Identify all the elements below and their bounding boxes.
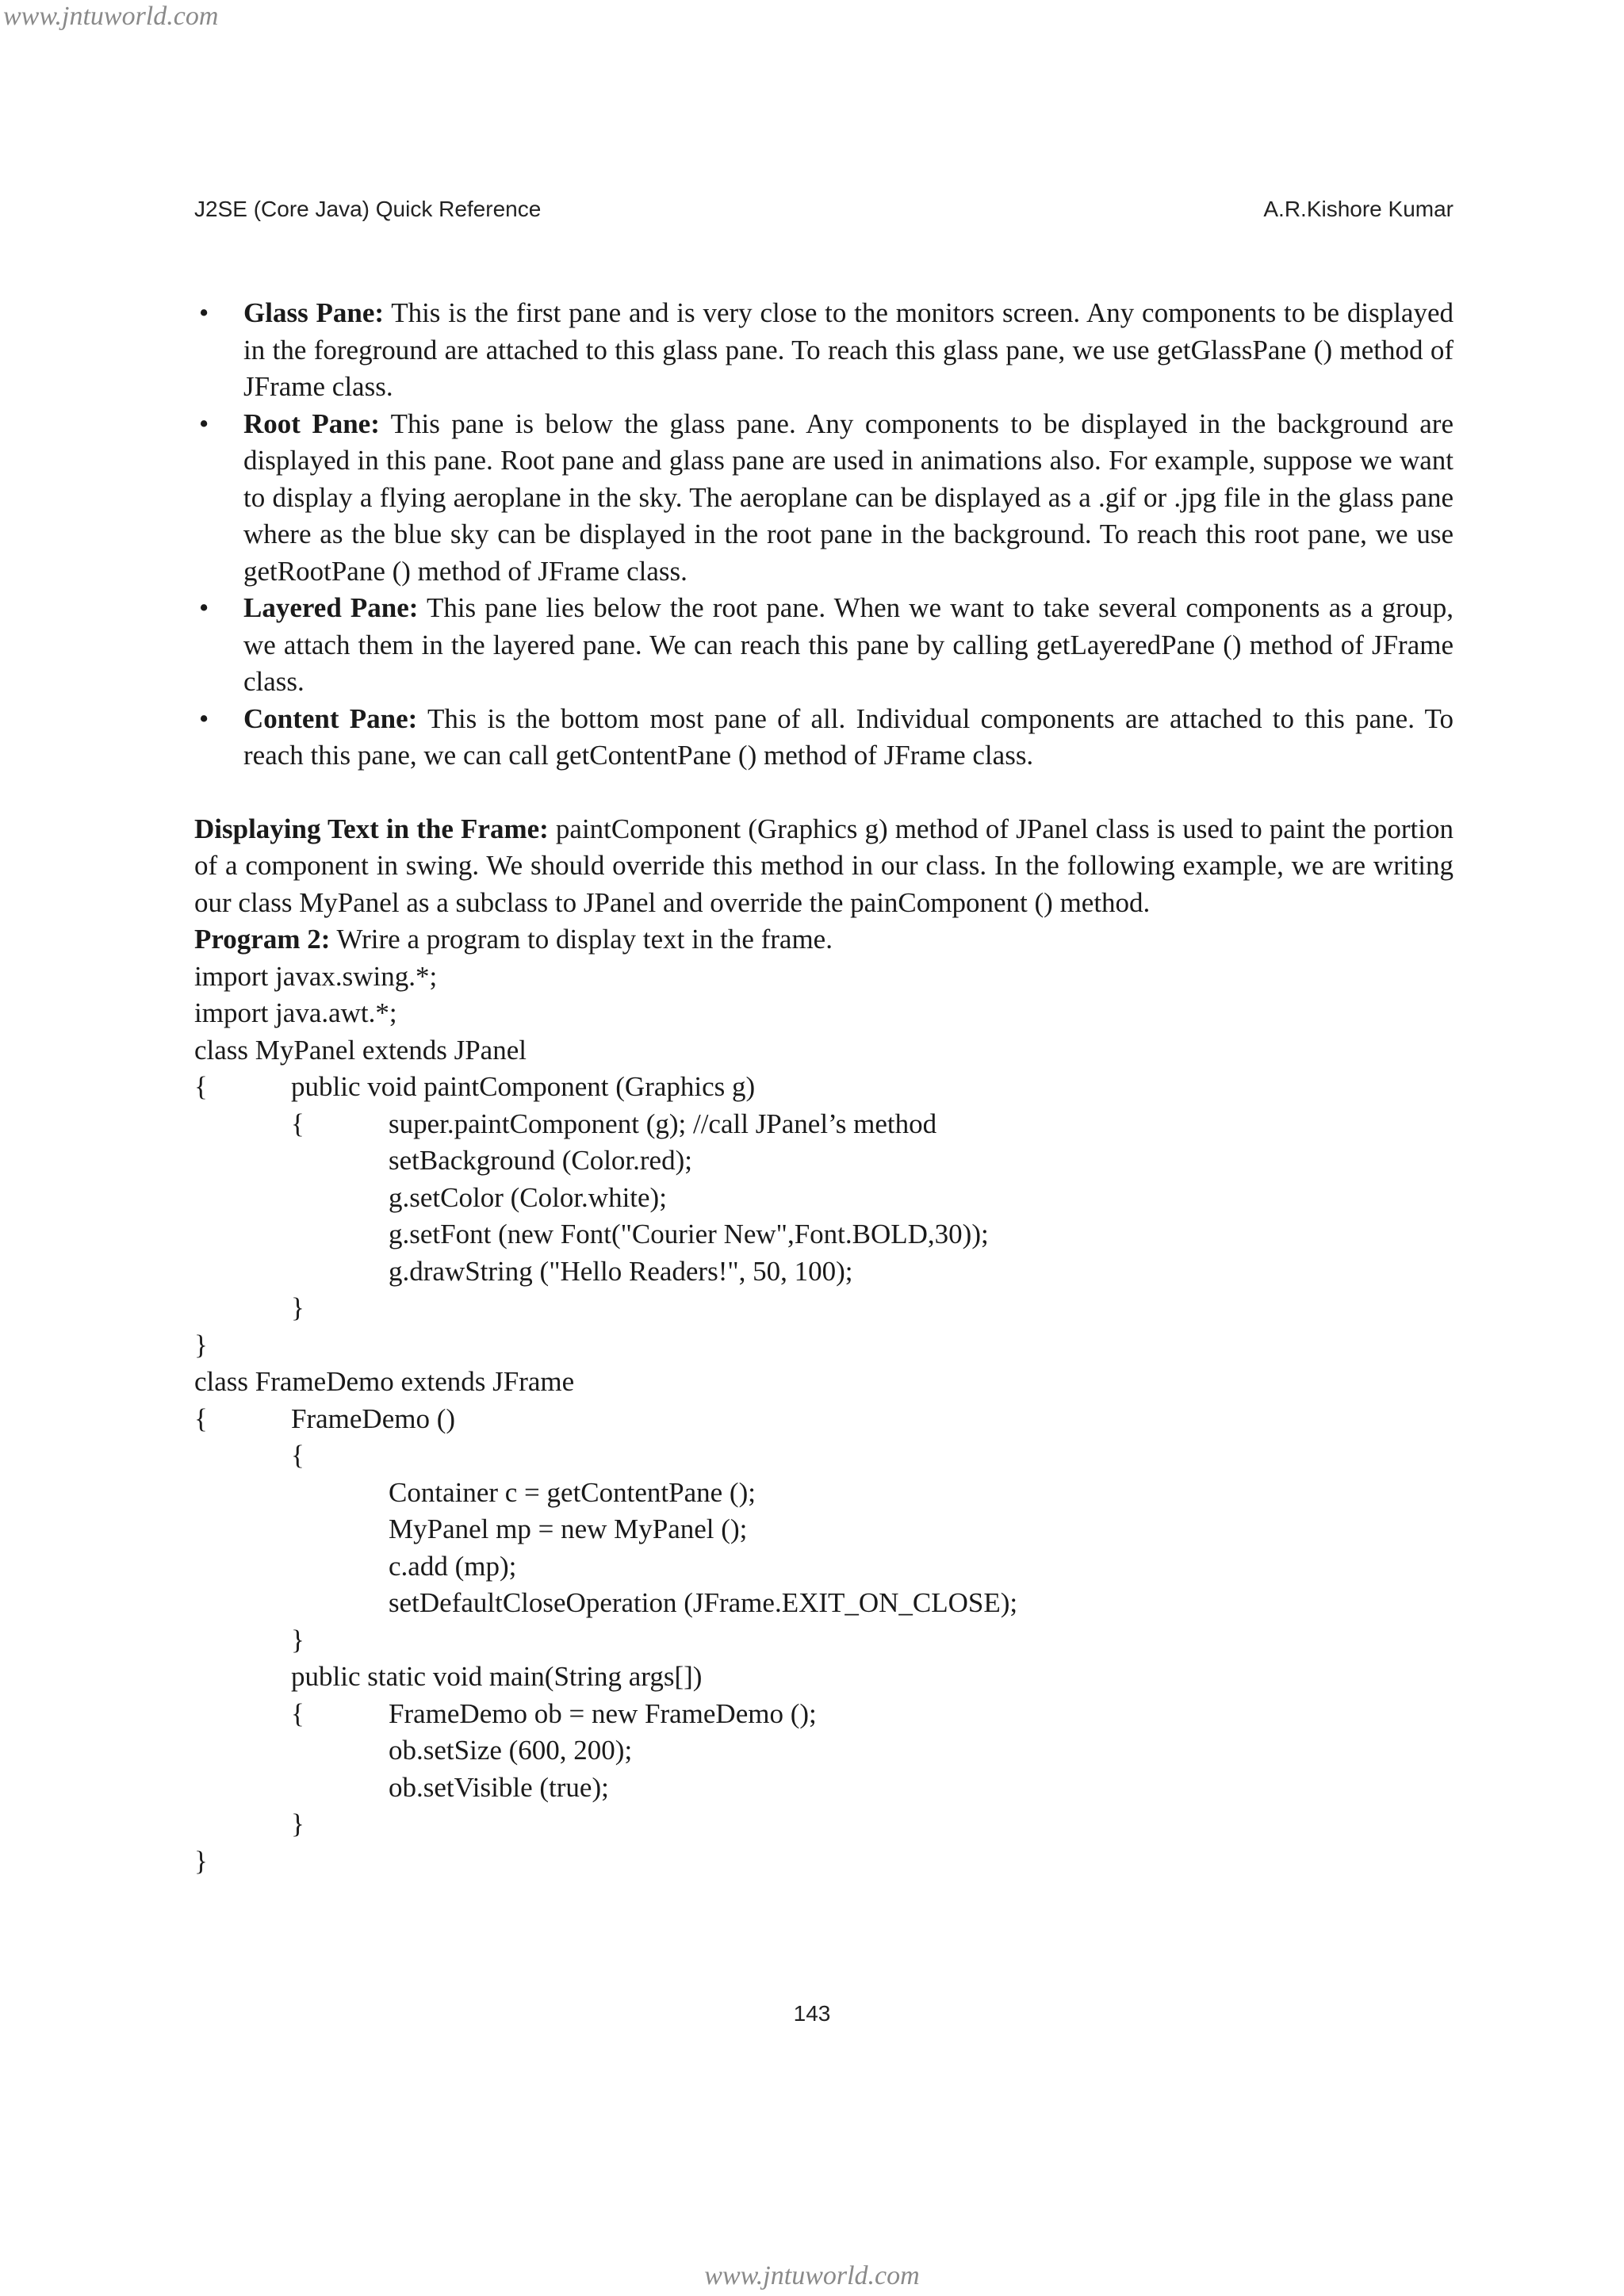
program-description: Wrire a program to display text in the frame. — [330, 924, 833, 955]
code-line — [194, 1622, 1454, 1659]
bullet-icon: • — [199, 408, 209, 439]
code-line — [194, 1511, 1454, 1548]
code-text: g.setFont (new Font("Courier New",Font.BOLD,30)); — [389, 1219, 989, 1249]
code-line — [194, 1401, 1454, 1438]
code-brace: } — [194, 1845, 208, 1877]
code-text: setBackground (Color.red); — [389, 1145, 692, 1176]
bullet-item-layered-pane — [194, 590, 1454, 701]
code-line — [194, 1585, 1454, 1622]
code-line — [194, 1106, 1454, 1143]
code-text: public void paintComponent (Graphics g) — [291, 1071, 756, 1102]
bullet-text: This is the first pane and is very close to the monitors screen. Any components to be displayed in the foreground are attached to this glass pane. To reach this glass pane, we use getGlassPane () method of JFrame class. — [243, 297, 1454, 402]
program-label: Program 2: — [194, 924, 331, 955]
bullet-icon: • — [199, 592, 209, 623]
code-line — [194, 959, 1454, 996]
code-text: g.setColor (Color.white); — [389, 1181, 667, 1213]
code-brace: } — [291, 1624, 304, 1655]
code-line — [194, 1327, 1454, 1364]
code-line — [194, 1659, 1454, 1696]
watermark-bottom: www.jntuworld.com — [704, 2261, 920, 2290]
code-line — [194, 1069, 1454, 1106]
code-brace: { — [291, 1697, 304, 1729]
code-brace: } — [194, 1329, 208, 1360]
code-line — [194, 1180, 1454, 1217]
code-line — [194, 1290, 1454, 1327]
code-line — [194, 1770, 1454, 1807]
program-heading — [194, 921, 1454, 959]
bullet-term: Root Pane: — [243, 408, 380, 439]
bullet-item-glass-pane — [194, 295, 1454, 406]
code-line — [194, 1253, 1454, 1291]
code-brace: { — [194, 1071, 208, 1102]
code-text: ob.setSize (600, 200); — [389, 1735, 633, 1766]
code-text: setDefaultCloseOperation (JFrame.EXIT_ON_CLOSE); — [389, 1587, 1018, 1618]
code-brace: { — [291, 1440, 304, 1471]
bullet-term: Glass Pane: — [243, 297, 385, 328]
code-line — [194, 1437, 1454, 1475]
code-text: import javax.swing.*; — [194, 960, 438, 992]
bullet-text: This is the bottom most pane of all. Individual components are attached to this pane. To reach this pane, we can call getContentPane () method of JFrame class. — [243, 702, 1454, 771]
bullet-text: This pane lies below the root pane. When we want to take several components as a group, we attach them in the layered pane. We can reach this pane by calling getLayeredPane () method of JFrame class. — [243, 592, 1454, 697]
bullet-icon: • — [199, 702, 209, 734]
code-text: class MyPanel extends JPanel — [194, 1034, 527, 1066]
code-line — [194, 1216, 1454, 1253]
code-line — [194, 1142, 1454, 1180]
code-brace: { — [194, 1402, 208, 1434]
header-author: A.R.Kishore Kumar — [1263, 197, 1454, 221]
code-text: Container c = getContentPane (); — [389, 1476, 756, 1508]
code-line — [194, 1732, 1454, 1770]
code-text: FrameDemo ob = new FrameDemo (); — [389, 1697, 817, 1729]
page-header — [194, 197, 1454, 222]
code-brace: } — [291, 1292, 304, 1323]
code-text: ob.setVisible (true); — [389, 1771, 609, 1803]
page-number: 143 — [793, 2001, 831, 2026]
pane-list — [194, 295, 1454, 775]
header-title: J2SE (Core Java) Quick Reference — [194, 197, 542, 221]
code-line — [194, 1548, 1454, 1586]
code-line — [194, 1696, 1454, 1733]
code-text: FrameDemo () — [291, 1402, 456, 1434]
code-text: c.add (mp); — [389, 1550, 517, 1582]
bullet-text: This pane is below the glass pane. Any components to be displayed in the background are displayed in this pane. Root pane and glass pane are used in animations also. For example, suppose we want to display a flying aeroplane in the sky. The aeroplane can be displayed as a .gif or .jpg file in the glass pane where as the blue sky can be displayed in the root pane in the background. To reach this root pane, we use getRootPane () method of JFrame class. — [243, 408, 1454, 587]
code-brace: { — [291, 1108, 304, 1139]
code-text: class FrameDemo extends JFrame — [194, 1366, 575, 1397]
code-line — [194, 1475, 1454, 1512]
page-content — [194, 295, 1454, 1880]
bullet-term: Content Pane: — [243, 702, 418, 734]
bullet-icon: • — [199, 297, 209, 328]
code-text: public static void main(String args[]) — [291, 1661, 703, 1692]
section-paragraph — [194, 811, 1454, 922]
bullet-item-root-pane — [194, 406, 1454, 591]
section-text: paintComponent (Graphics g) method of JPanel class is used to paint the portion of a component in swing. We should override this method in our class. In the following example, we are writing our class MyPanel as a subclass to JPanel and override the painComponent () method. — [194, 813, 1454, 918]
bullet-item-content-pane — [194, 701, 1454, 775]
bullet-term: Layered Pane: — [243, 592, 419, 623]
watermark-top: www.jntuworld.com — [3, 2, 219, 31]
code-line — [194, 1843, 1454, 1881]
code-line — [194, 1364, 1454, 1401]
section-heading: Displaying Text in the Frame: — [194, 813, 549, 844]
code-listing — [194, 959, 1454, 1881]
code-line — [194, 1806, 1454, 1843]
code-brace: } — [291, 1808, 304, 1839]
code-line — [194, 995, 1454, 1032]
code-line — [194, 1032, 1454, 1070]
code-text: import java.awt.*; — [194, 997, 397, 1028]
code-text: g.drawString ("Hello Readers!", 50, 100); — [389, 1255, 853, 1287]
code-text: super.paintComponent (g); //call JPanel’s method — [389, 1108, 937, 1139]
code-text: MyPanel mp = new MyPanel (); — [389, 1513, 748, 1544]
